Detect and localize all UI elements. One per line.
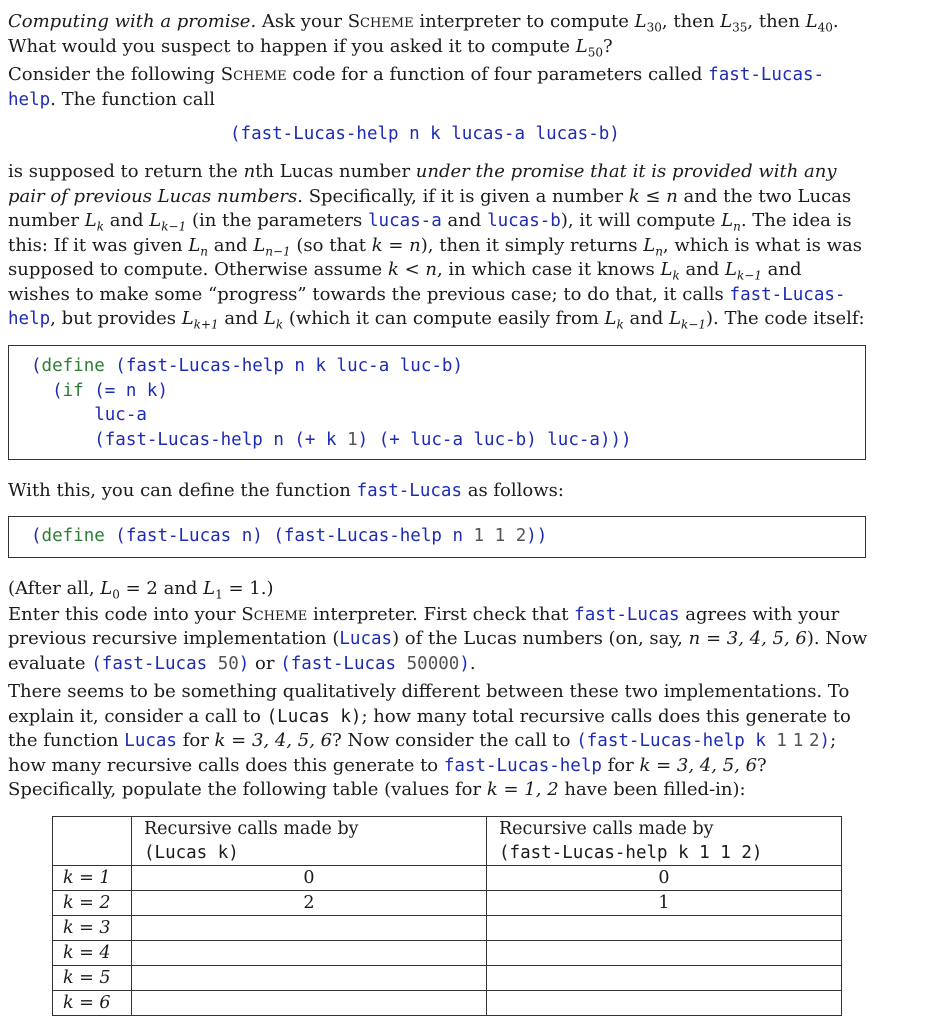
table-row: k = 5 — [53, 966, 842, 991]
table-header-row — [53, 817, 842, 866]
cell-fast[interactable]: 1 — [487, 891, 842, 916]
col-header-lucas: Recursive calls made by (Lucas k) — [132, 817, 487, 866]
inline-code-fn: fast-Lucas-help — [8, 65, 825, 110]
cell-fast[interactable] — [487, 991, 842, 1016]
table-row: k = 6 — [53, 991, 842, 1016]
paragraph-after-all: (After all, $L_0 = 2$ and $L_1 = 1$.) — [8, 578, 274, 602]
cell-lucas[interactable] — [132, 991, 487, 1016]
cell-fast[interactable] — [487, 941, 842, 966]
col-header-fast-lucas-help: Recursive calls made by (fast-Lucas-help k 1 1 2) — [487, 817, 842, 866]
recursive-calls-table — [52, 816, 842, 1016]
cell-fast[interactable] — [487, 916, 842, 941]
cell-lucas[interactable] — [132, 941, 487, 966]
paragraph-enter-code: Enter this code into your Scheme interpreter. First check that fast-Lucas agrees with your previous recursive implementation (Lucas) of the Lucas numbers (on, say, n = 3, 4, 5, 6). Now evaluate (fast-Lucas 50) or (fast-Lucas 50000). — [8, 603, 868, 674]
code-block-fast-lucas: (define (fast-Lucas n) (fast-Lucas-help n 1 1 2)) — [8, 516, 866, 558]
paragraph-computing-with-promise: Computing with a promise. Ask your Scheme interpreter to compute $L_{30}$, then $L_{35}$, then $L_{40}$. What would you suspect to happen if you asked it to compute $L_{50}$? — [8, 11, 839, 60]
paragraph-promise-explanation: is supposed to return the nth Lucas number under the promise that it is provided with any pair of previous Lucas numbers. Specifically, if it is given a number k ≤ n and the two Lucas number $L_k$ and $L_{k-1}$ (in the parameters lucas-a and lucas-b), it will compute $L_n$. The idea is this: If it was given $L_n$ and $L_{n-1}$ (so that k = n), then it simply returns $L_n$, which is what is was supposed to compute. Otherwise assume k < n, in which case it knows $L_k$ and $L_{k-1}$ and wishes to make some “progress” towards the previous case; to do that, it calls fast-Lucas-help, but provides $L_{k+1}$ and $L_k$ (which it can compute easily from $L_k$ and $L_{k-1}$). The code itself: — [8, 161, 865, 332]
cell-lucas[interactable] — [132, 916, 487, 941]
table-row: k = 1 0 0 — [53, 866, 842, 891]
paragraph-define-fast-lucas: With this, you can define the function fast-Lucas as follows: — [8, 480, 564, 501]
table-row: k = 2 2 1 — [53, 891, 842, 916]
function-call-display: (fast-Lucas-help n k lucas-a lucas-b) — [230, 124, 620, 144]
cell-lucas[interactable]: 2 — [132, 891, 487, 916]
cell-lucas[interactable]: 0 — [132, 866, 487, 891]
cell-fast[interactable] — [487, 966, 842, 991]
paragraph-consider-code: Consider the following Scheme code for a function of four parameters called fast-Lucas-help. The function call — [8, 64, 825, 110]
table-row: k = 3 — [53, 916, 842, 941]
lead-title: Computing with a promise. — [8, 11, 257, 32]
paragraph-qualitative-difference: There seems to be something qualitatively different between these two implementations. To explain it, consider a call to (Lucas k); how many total recursive calls does this generate to the function Lucas for k = 3, 4, 5, 6? Now consider the call to (fast-Lucas-help k 1 1 2); how many recursive calls does this generate to fast-Lucas-help for k = 3, 4, 5, 6? Specifically, populate the following table (values for k = 1, 2 have been filled-in): — [8, 681, 851, 800]
paragraph-group-after — [8, 577, 868, 803]
code-block-fast-lucas-help: (define (fast-Lucas-help n k luc-a luc-b) (if (= n k) luc-a (fast-Lucas-help n (+ k 1) (+ luc-a luc-b) luc-a))) — [8, 345, 866, 460]
table-row: k = 4 — [53, 941, 842, 966]
cell-lucas[interactable] — [132, 966, 487, 991]
cell-fast[interactable]: 0 — [487, 866, 842, 891]
